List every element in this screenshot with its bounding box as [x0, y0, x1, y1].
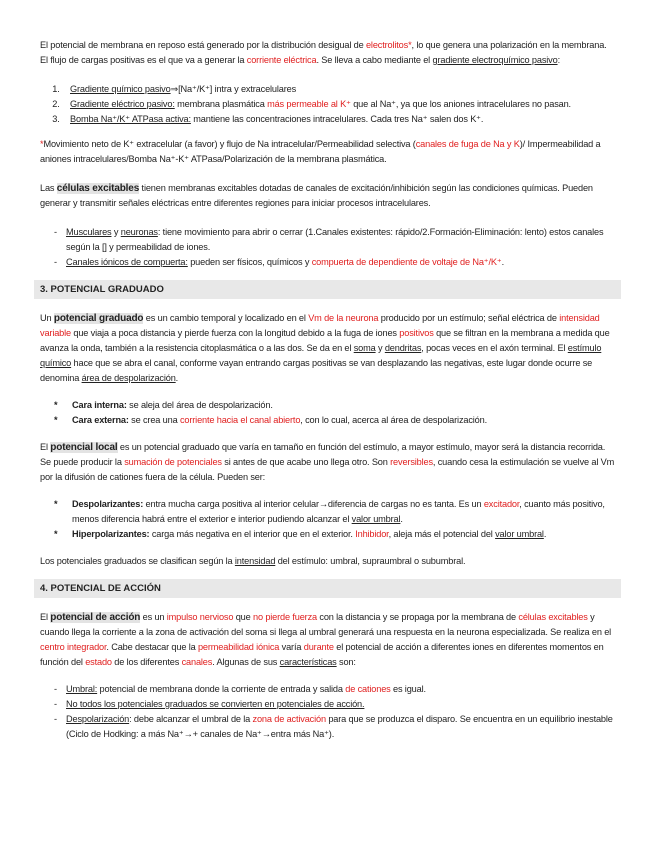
section-heading-potencial-de-accion: 4. POTENCIAL DE ACCIÓN	[34, 579, 621, 598]
underlined-text: neuronas	[120, 227, 158, 237]
bold-term: Cara interna:	[72, 400, 127, 410]
underlined-text: estímulo químico	[40, 343, 602, 368]
text: Las	[40, 183, 57, 193]
text: que al Na⁺, ya que los aniones intracelulares no pasan.	[350, 99, 571, 109]
list-item	[54, 712, 615, 742]
text: que	[233, 612, 253, 622]
text: .	[501, 257, 504, 267]
highlight-text: canales de fuga de Na y K	[415, 139, 520, 149]
text: El potencial de membrana en reposo está generado por la distribución desigual de	[40, 40, 366, 50]
highlight-text: zona de activación	[252, 714, 326, 724]
text: y cuando llega la corriente a la zona de activación del soma si llega al umbral generará una respuesta en la neurona especializada. Se realiza en el	[40, 612, 612, 637]
classification-paragraph	[40, 554, 615, 569]
underlined-text: dendritas	[384, 343, 422, 353]
text: Movimiento neto de K⁺ extracelular (a favor) y flujo de Na intracelular/Permeabilidad selectiva (	[43, 139, 416, 149]
text: es un cambio temporal y localizado en el	[143, 313, 309, 323]
highlighted-term: potencial de acción	[50, 612, 141, 623]
highlight-text: corriente hacia el canal abierto	[179, 415, 301, 425]
text: carga más negativa en el interior que en el exterior.	[149, 529, 356, 539]
highlight-text: excitador	[483, 499, 520, 509]
channels-list	[40, 225, 615, 270]
footnote-paragraph	[40, 137, 615, 167]
list-item	[54, 697, 615, 712]
text: con la distancia y se propaga por la membrana de	[317, 612, 519, 622]
highlight-text: durante	[303, 642, 334, 652]
text: .	[400, 514, 403, 524]
underlined-text: Umbral:	[66, 684, 98, 694]
text: que viaja a poca distancia y pierde fuerza con la longitud debido a la fuga de iones	[70, 328, 400, 338]
text: pueden ser físicos, químicos y	[187, 257, 312, 267]
action-potential-paragraph	[40, 610, 615, 670]
list-item	[62, 112, 615, 127]
highlight-text: *	[40, 139, 44, 149]
text: ⇒[Na⁺/K⁺] intra y extracelulares	[170, 84, 297, 94]
text: Un	[40, 313, 54, 323]
text: mantiene las concentraciones intracelulares. Cada tres Na⁺ salen dos K⁺.	[190, 114, 484, 124]
text: El	[40, 442, 51, 452]
highlight-text: intensidad variable	[40, 313, 600, 338]
text: se crea una	[128, 415, 180, 425]
excitable-cells-paragraph	[40, 181, 615, 211]
faces-list	[40, 398, 615, 428]
text: para que se produzca el disparo. Se encuentra en un equilibrio inestable (Ciclo de Hodking: a más Na⁺→+ canales de Na⁺→entra más Na⁺).	[66, 714, 613, 739]
bold-term: Cara externa:	[72, 415, 129, 425]
text: , cuando cesa la estimulación se vuelve al Vm por la difusión de cationes fuera de la célula. Pueden ser:	[40, 457, 615, 482]
intro-paragraph	[40, 38, 615, 68]
text: es igual.	[390, 684, 426, 694]
highlight-text: centro integrador	[40, 642, 107, 652]
list-item	[54, 682, 615, 697]
text: tienen membranas excitables dotadas de canales de excitación/inhibición según las condiciones químicas. Pueden generar y transmitir señales eléctricas entre diferentes regiones para iniciar procesos intracelulares.	[40, 183, 593, 208]
text: es un	[140, 612, 167, 622]
local-potential-paragraph	[40, 440, 615, 485]
graded-potential-paragraph	[40, 311, 615, 386]
underlined-text: área de despolarización	[81, 373, 176, 383]
text: membrana plasmática	[174, 99, 268, 109]
text: potencial de membrana donde la corriente de entrada y salida	[97, 684, 346, 694]
list-item	[54, 398, 615, 413]
section-heading-potencial-graduado: 3. POTENCIAL GRADUADO	[34, 280, 621, 299]
text: son:	[336, 657, 356, 667]
underlined-text: gradiente electroquímico pasivo	[432, 55, 558, 65]
list-item	[54, 255, 615, 270]
text: hace que se abra el canal, conforme vayan entrando cargas positivas se van desplazando las negativas, este lugar donde ocurre se denomina	[40, 358, 593, 383]
highlight-text: de cationes	[345, 684, 391, 694]
text: , aleja más el potencial del	[388, 529, 496, 539]
text: : debe alcanzar el umbral de la	[129, 714, 253, 724]
bold-term: Despolarizantes:	[72, 499, 144, 509]
highlight-text: más permeable al K⁺	[267, 99, 351, 109]
highlighted-term: potencial graduado	[53, 313, 144, 324]
highlighted-term: potencial local	[50, 442, 118, 453]
text: producido por un estímulo; señal eléctrica de	[378, 313, 560, 323]
highlight-text: células excitables	[518, 612, 588, 622]
gradient-list	[40, 82, 615, 127]
text: el potencial de acción a diferentes iones en diferentes momentos en función del	[40, 642, 604, 667]
highlight-text: corriente eléctrica	[246, 55, 317, 65]
text: , lo que genera una polarización en la membrana. El flujo de cargas positivas es el que va a generar la	[40, 40, 607, 65]
bold-term: Hiperpolarizantes:	[72, 529, 150, 539]
underlined-text: Canales iónicos de compuerta:	[66, 257, 188, 267]
underlined-text: No todos los potenciales graduados se convierten en potenciales de acción.	[66, 699, 365, 709]
text: se aleja del área de despolarización.	[126, 400, 273, 410]
characteristics-list	[40, 682, 615, 742]
underlined-text: valor umbral	[351, 514, 401, 524]
highlight-text: compuerta de dependiente de voltaje de Na⁺/K⁺	[311, 257, 502, 267]
underlined-text: Gradiente eléctrico pasivo:	[70, 99, 175, 109]
highlight-text: estado	[85, 657, 112, 667]
highlight-text: positivos	[399, 328, 434, 338]
list-item	[62, 97, 615, 112]
text: y	[375, 343, 385, 353]
underlined-text: soma	[353, 343, 376, 353]
text: . Algunas de sus	[212, 657, 280, 667]
underlined-text: Gradiente químico pasivo	[70, 84, 171, 94]
text: .	[543, 529, 547, 539]
highlighted-term: células excitables	[56, 183, 140, 194]
underlined-text: características	[279, 657, 337, 667]
underlined-text: Musculares	[66, 227, 112, 237]
highlight-text: no pierde fuerza	[253, 612, 317, 622]
text: . Cabe destacar que la	[106, 642, 198, 652]
text: del estímulo: umbral, supraumbral o subumbral.	[275, 556, 466, 566]
text: El	[40, 612, 51, 622]
highlight-text: sumación de potenciales	[124, 457, 222, 467]
text: .	[175, 373, 179, 383]
highlight-text: impulso nervioso	[166, 612, 234, 622]
highlight-text: canales	[181, 657, 213, 667]
highlight-text: reversibles	[390, 457, 433, 467]
list-item	[54, 527, 615, 542]
text: , cuanto más positivo, menos diferencia habrá entre el exterior e interior pudiendo alcanzar el	[72, 499, 605, 524]
text: de los diferentes	[111, 657, 182, 667]
list-item	[54, 497, 615, 527]
text: Los potenciales graduados se clasifican según la	[40, 556, 235, 566]
highlight-text: permeabilidad iónica	[197, 642, 280, 652]
list-item	[54, 413, 615, 428]
text: , pocas veces en el axón terminal. El	[421, 343, 568, 353]
highlight-text: Inhibidor	[355, 529, 389, 539]
text: . Se lleva a cabo mediante el	[316, 55, 433, 65]
text: es un potencial graduado que varía en tamaño en función del estímulo, a mayor estímulo, mayor será la distancia recorrida. Se puede producir la	[40, 442, 606, 467]
text: : tiene movimiento para abrir o cerrar (1.Canales existentes: rápido/2.Formación-Eliminación: lento) estos canales según la [] y permeabilidad de iones.	[66, 227, 604, 252]
text: que se filtran en la membrana a medida que avanza la onda, también a la resistencia citoplasmática o a las dos. Se da en el	[40, 328, 610, 353]
list-item	[62, 82, 615, 97]
text: , con lo cual, acerca al área de despolarización.	[300, 415, 488, 425]
text: si antes de que acabe uno llega otro. Son	[221, 457, 391, 467]
underlined-text: Bomba Na⁺/K⁺ ATPasa activa:	[70, 114, 191, 124]
underlined-text: valor umbral	[495, 529, 544, 539]
text: :	[557, 55, 560, 65]
polarization-list	[40, 497, 615, 542]
underlined-text: Despolarización	[66, 714, 130, 724]
text: y	[111, 227, 121, 237]
text: )/ Impermeabilidad a aniones intracelulares/Bomba Na⁺-K⁺ ATPasa/Polarización de la membrana plasmática.	[40, 139, 601, 164]
text: entra mucha carga positiva al interior celular→diferencia de cargas no es tanta. Es un	[143, 499, 484, 509]
underlined-text: intensidad	[234, 556, 276, 566]
highlight-text: electrolitos*	[365, 40, 412, 50]
highlight-text: Vm de la neurona	[308, 313, 379, 323]
list-item	[54, 225, 615, 255]
text: varía	[279, 642, 304, 652]
